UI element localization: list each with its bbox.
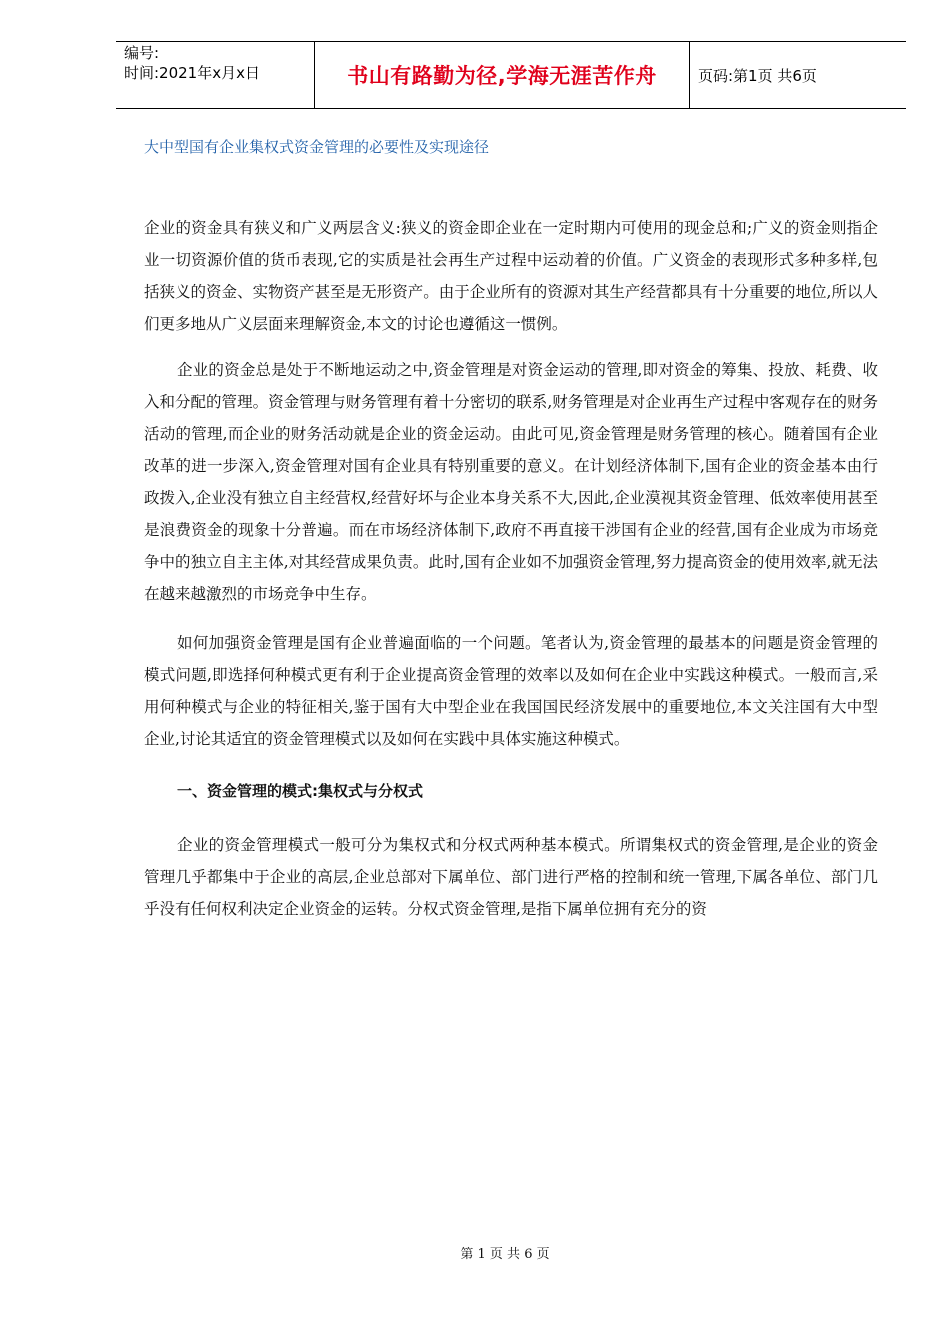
body-paragraph-2: 企业的资金总是处于不断地运动之中,资金管理是对资金运动的管理,即对资金的筹集、投放、耗费、收入和分配的管理。资金管理与财务管理有着十分密切的联系,财务管理是对企业再生产过程中客观存在的财务活动的管理,而企业的财务活动就是企业的资金运动。由此可见,资金管理是财务管理的核心。随着国有企业改革的进一步深入,资金管理对国有企业具有特别重要的意义。在计划经济体制下,国有企业的资金基本由行政拨入,企业没有独立自主经营权,经营好坏与企业本身关系不大,因此,企业漠视其资金管理、低效率使用甚至是浪费资金的现象十分普遍。而在市场经济体制下,政府不再直接干涉国有企业的经营,国有企业成为市场竞争中的独立自主主体,对其经营成果负责。此时,国有企业如不加强资金管理,努力提高资金的使用效率,就无法在越来越激烈的市场竞争中生存。 [144,361,878,603]
body-paragraph-3: 如何加强资金管理是国有企业普遍面临的一个问题。笔者认为,资金管理的最基本的问题是资金管理的模式问题,即选择何种模式更有利于企业提高资金管理的效率以及如何在企业中实践这种模式。一般而言,采用何种模式与企业的特征相关,鉴于国有大中型企业在我国国民经济发展中的重要地位,本文关注国有大中型企业,讨论其适宜的资金管理模式以及如何在实践中具体实施这种模式。 [144,634,878,748]
page-header [116,41,906,109]
section-heading: 一、资金管理的模式:集权式与分权式 [177,782,424,800]
body-paragraph-1: 企业的资金具有狭义和广义两层含义:狭义的资金即企业在一定时期内可使用的现金总和;广义的资金则指企业一切资源价值的货币表现,它的实质是社会再生产过程中运动着的价值。广义资金的表现形式多种多样,包括狭义的资金、实物资产甚至是无形资产。由于企业所有的资源对其生产经营都具有十分重要的地位,所以人们更多地从广义层面来理解资金,本文的讨论也遵循这一惯例。 [144,219,878,333]
header-meta-cell [116,42,315,108]
header-page-info: 页码:第1页 共6页 [698,66,817,85]
header-motto: 书山有路勤为径,学海无涯苦作舟 [315,42,690,108]
document-number-label: 编号: [124,44,160,62]
document-body [144,212,878,925]
section-paragraph: 企业的资金管理模式一般可分为集权式和分权式两种基本模式。所谓集权式的资金管理,是企业的资金管理几乎都集中于企业的高层,企业总部对下属单位、部门进行严格的控制和统一管理,下属各单位、部门几乎没有任何权利决定企业资金的运转。分权式资金管理,是指下属单位拥有充分的资 [144,836,878,918]
page-footer: 第 1 页 共 6 页 [460,1247,550,1262]
document-time-label: 时间:2021年x月x日 [124,64,260,82]
document-title: 大中型国有企业集权式资金管理的必要性及实现途径 [144,138,490,156]
